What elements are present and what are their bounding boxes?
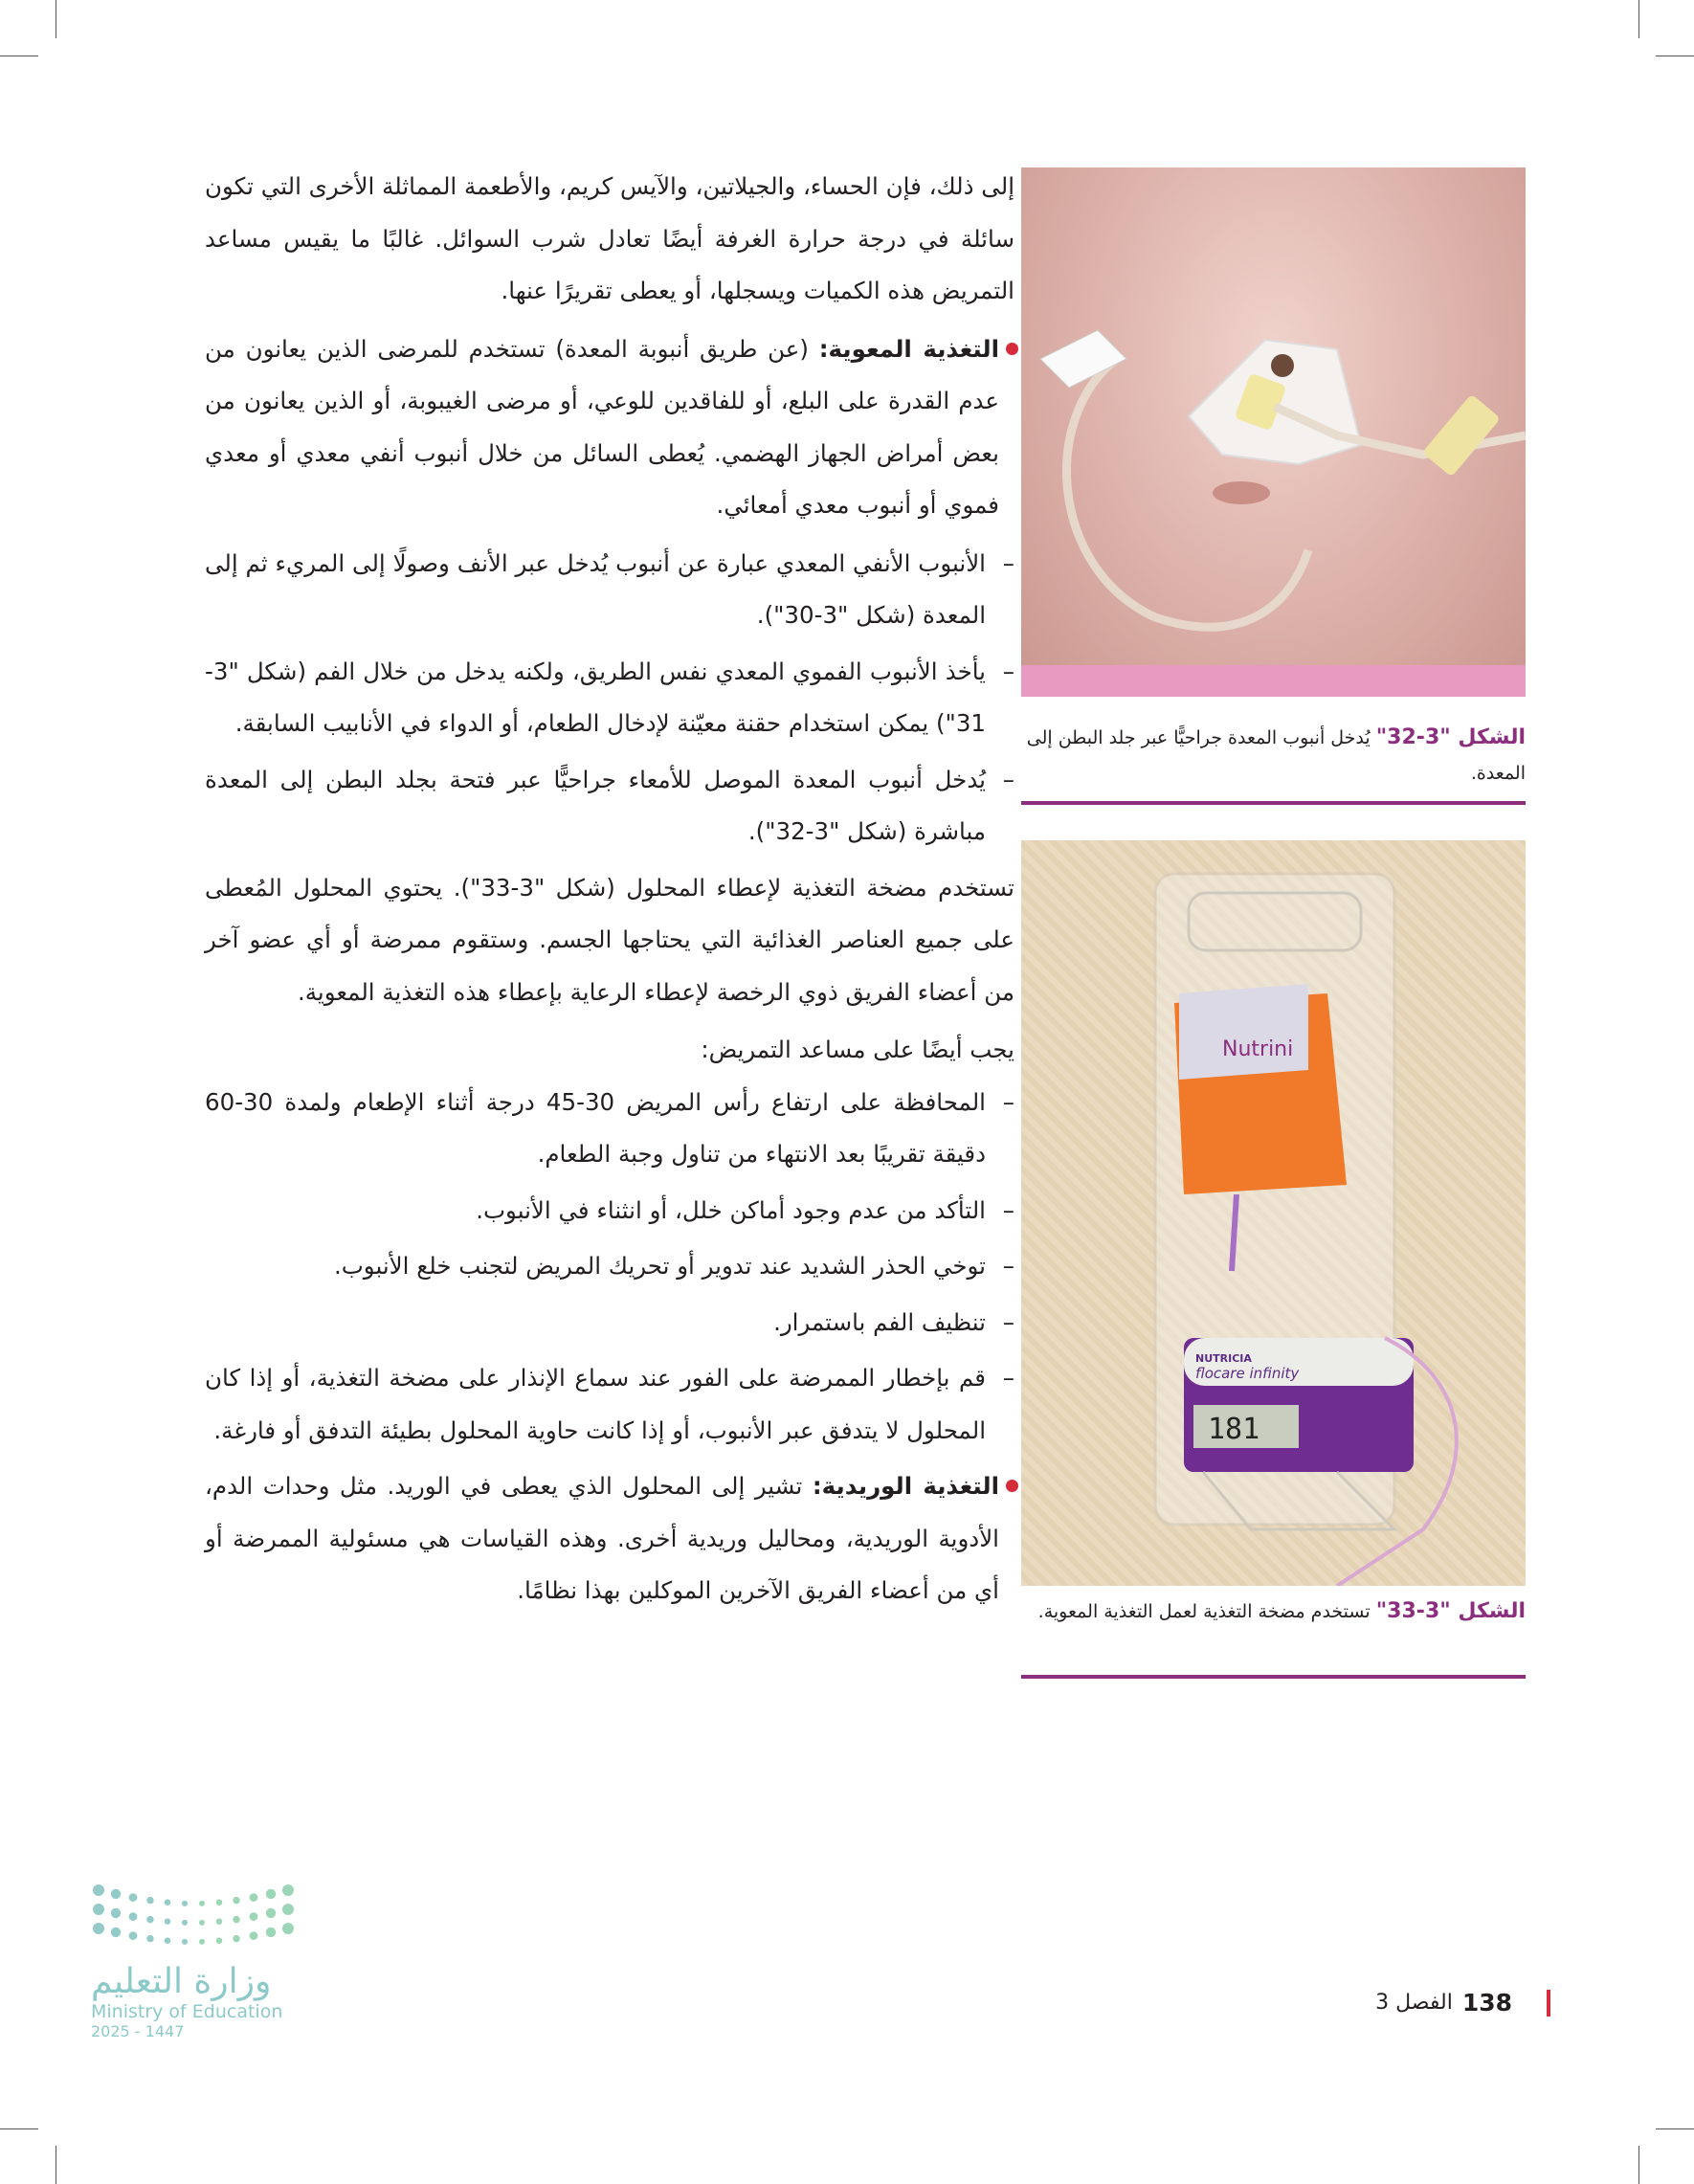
logo-dot [250,1931,258,1940]
dash-icon: – [1002,1307,1014,1336]
pump-name: flocare infinity [1195,1365,1300,1382]
logo-dot [282,1884,294,1896]
logo-dot [165,1918,171,1925]
list-item [205,1297,1014,1349]
logo-dot [216,1899,223,1905]
ministry-logo [91,1881,311,2040]
logo-dot [129,1893,138,1902]
logo-dots-icon [91,1881,301,1952]
figure-gastrostomy-photo [1021,167,1526,697]
list-item-text: المحافظة على ارتفاع رأس المريض 30-45 درجة أثناء الإطعام ولمدة 30-60 دقيقة تقريبًا بعد الانتهاء من تناول وجبة الطعام. [205,1087,986,1168]
bullet-heading: التغذية الوريدية: [812,1472,1000,1500]
list-item-text: قم بإخطار الممرضة على الفور عند سماع الإنذار على مضخة التغذية، أو إذا كان المحلول لا يتدفق عبر الأنبوب، أو إذا كانت حاوية المحلول بطيئة التدفق أو فارغة. [205,1364,986,1444]
bullet-enteral [205,323,1014,532]
paragraph: إلى ذلك، فإن الحساء، والجيلاتين، والآيس كريم، والأطعمة المماثلة الأخرى التي تكون سائلة في درجة حرارة الغرفة أيضًا تعادل شرب السوائل. غالبًا ما يقيس مساعد التمريض هذه الكميات ويسجلها، أو يعطى تقريرًا عنها. [205,172,1014,304]
logo-dot [111,1889,121,1899]
figure-number: الشكل "3-33" [1375,1599,1526,1623]
logo-dot [146,1916,153,1923]
logo-dot [182,1939,188,1945]
crop-mark [1656,2128,1694,2129]
bullet-text: تشير إلى المحلول الذي يعطى في الوريد. مثل وحدات الدم، الأدوية الوريدية، ومحاليل وريدية أخرى. وهذه القياسات هي مسئولية الممرضة أو أي من أعضاء الفريق الآخرين الموكلين بهذا نظامًا. [205,1472,999,1604]
paragraph: تستخدم مضخة التغذية لإعطاء المحلول (شكل "3-33"). يحتوي المحلول المُعطى على جميع العناصر الغذائية التي يحتاجها الجسم. وستقوم ممرضة أو أي عضو آخر من أعضاء الفريق ذوي الرخصة لإعطاء الرعاية بإعطاء هذه التغذية المعوية. [205,873,1014,1006]
list-item-text: الأنبوب الأنفي المعدي عبارة عن أنبوب يُدخل عبر الأنف وصولًا إلى المريء ثم إلى المعدة (شكل "3-30"). [205,548,986,629]
logo-dot [165,1899,171,1905]
logo-dot [266,1908,276,1918]
caption-text: تستخدم مضخة التغذية لعمل التغذية المعوية. [1037,1601,1376,1622]
dash-icon: – [1002,1195,1014,1224]
figure-number: الشكل "3-32" [1375,725,1526,749]
paragraph: يجب أيضًا على مساعد التمريض: [701,1036,1014,1063]
list-item-text: يأخذ الأنبوب الفموي المعدي نفس الطريق، ولكنه يدخل من خلال الفم (شكل "3-31") يمكن استخدام حقنة معيّنة لإدخال الطعام، أو الدواء في الأنابيب السابقة. [205,657,986,737]
bullet-parenteral [205,1460,1014,1617]
caption-text: يُدخل أنبوب المعدة جراحيًّا عبر جلد البطن إلى المعدة. [1026,727,1526,784]
list-item [205,1185,1014,1237]
crop-mark [0,2128,38,2129]
dash-icon: – [1002,548,1014,577]
logo-dot [146,1935,153,1942]
logo-dot [129,1912,138,1921]
logo-year: 2025 - 1447 [91,2022,185,2040]
pump-brand: NUTRICIA [1195,1352,1252,1365]
bag-label: Nutrini [1222,1037,1294,1061]
logo-dot [233,1916,239,1923]
list-item [205,1077,1014,1181]
crop-mark [1638,0,1639,38]
bullet-icon [1006,1480,1018,1492]
logo-dot [93,1904,104,1915]
list-item [205,646,1014,750]
figure-caption [1021,1593,1526,1679]
crop-mark [1638,2146,1639,2184]
logo-dot [282,1923,294,1934]
footer-divider [1547,1990,1550,2017]
logo-dot [266,1928,276,1937]
pump-display: 181 [1208,1413,1260,1446]
list-item-text: توخي الحذر الشديد عند تدوير أو تحريك المريض لتجنب خلع الأنبوب. [333,1252,986,1280]
logo-dot [165,1937,171,1944]
page-number: 138 [1461,1989,1512,2017]
figure-caption [1021,720,1526,805]
logo-dot [216,1918,223,1925]
figure-feeding-pump-photo [1021,840,1526,1586]
list-item-text: التأكد من عدم وجود أماكن خلل، أو انثناء في الأنبوب. [476,1195,986,1224]
list-item-text: تنظيف الفم باستمرار. [773,1307,986,1336]
chapter-label: الفصل 3 [1375,1991,1453,2015]
body-text [205,161,1014,1623]
logo-dot [93,1884,104,1896]
logo-dot [233,1897,239,1904]
page-footer [1321,1989,1550,2017]
bullet-icon [1006,343,1018,355]
logo-dot [199,1901,205,1906]
logo-english: Ministry of Education [91,2001,283,2022]
logo-dot [199,1920,205,1926]
list-item [205,538,1014,642]
dash-icon: – [1002,765,1014,793]
logo-dot [182,1920,188,1926]
list-item [205,1352,1014,1457]
logo-dot [182,1901,188,1906]
list-item-text: يُدخل أنبوب المعدة الموصل للأمعاء جراحيًّا عبر فتحة بجلد البطن إلى المعدة مباشرة (شكل "3-32"). [205,765,986,845]
logo-dot [216,1937,223,1944]
logo-dot [233,1935,239,1942]
logo-dot [250,1893,258,1902]
logo-dot [250,1912,258,1921]
dash-icon: – [1002,657,1014,685]
logo-arabic: وزارة التعليم [91,1962,272,2001]
logo-dot [111,1908,121,1918]
logo-dot [129,1931,138,1940]
bullet-heading: التغذية المعوية: [818,334,999,363]
logo-dot [199,1939,205,1945]
dash-icon: – [1002,1364,1014,1392]
list-item [205,754,1014,858]
logo-dot [111,1928,121,1937]
feeding-pump-illustration [1021,840,1526,1586]
dash-icon: – [1002,1252,1014,1280]
list-item [205,1240,1014,1293]
gastrostomy-tube-illustration [1021,167,1526,697]
logo-dot [146,1897,153,1904]
logo-dot [93,1923,104,1934]
logo-dot [266,1889,276,1899]
dash-icon: – [1002,1087,1014,1116]
bullet-text: (عن طريق أنبوبة المعدة) تستخدم للمرضى الذين يعانون من عدم القدرة على البلع، أو للفاقدين للوعي، أو مرضى الغيبوبة، أو الذين يعانون من بعض أمراض الجهاز الهضمي. يُعطى السائل من خلال أنبوب أنفي معدي أو معدي فموي أو أنبوب معدي أمعائي. [205,334,999,519]
logo-dot [282,1904,294,1915]
